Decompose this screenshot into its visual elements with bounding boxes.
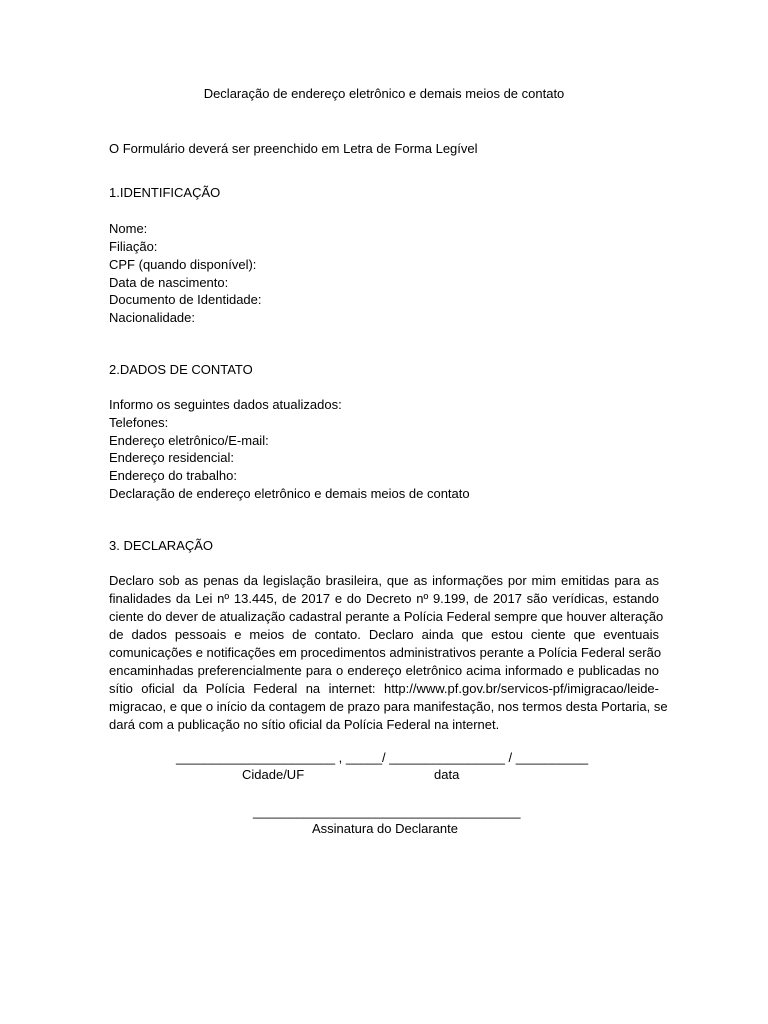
field-data-nascimento-label: Data de nascimento: [109, 275, 229, 290]
contact-intro-text: Informo os seguintes dados atualizados: [109, 397, 342, 412]
declaration-line: ciente do dever de atualização cadastral perante a Polícia Federal sempre que houver alteração [109, 609, 664, 624]
field-email-label: Endereço eletrônico/E-mail: [109, 433, 269, 448]
declaration-line: sítio oficial da Polícia Federal na internet: http://www.pf.gov.br/servicos-pf/imigracao/leide- [109, 681, 659, 696]
section-declaracao-heading: 3. DECLARAÇÃO [109, 538, 214, 553]
section-dados-contato-heading: 2.DADOS DE CONTATO [109, 362, 253, 377]
declaration-line: comunicações e notificações em procedimentos administrativos perante a Polícia Federal serão [109, 645, 662, 660]
field-nacionalidade-label: Nacionalidade: [109, 310, 196, 325]
document-title: Declaração de endereço eletrônico e demais meios de contato [203, 86, 565, 101]
declaration-line: Declaro sob as penas da legislação brasileira, que as informações por mim emitidas para as [109, 573, 659, 588]
field-telefones-label: Telefones: [109, 415, 169, 430]
declaration-line: finalidades da Lei nº 13.445, de 2017 e do Decreto nº 9.199, de 2017 são verídicas, estando [109, 591, 659, 606]
section-identificacao-heading: 1.IDENTIFICAÇÃO [109, 185, 221, 200]
declaration-line: migracao, e que o início da contagem de prazo para manifestação, nos termos desta Portaria, se [109, 699, 668, 714]
declaration-line: de dados pessoais e meios de contato. Declaro ainda que estou ciente que eventuais [109, 627, 659, 642]
field-endereco-trabalho-label: Endereço do trabalho: [109, 468, 237, 483]
field-cpf-label: CPF (quando disponível): [109, 257, 257, 272]
city-uf-label: Cidade/UF [242, 767, 305, 782]
declaration-line: dará com a publicação no sítio oficial da Polícia Federal na internet. [109, 717, 500, 732]
field-documento-identidade-label: Documento de Identidade: [109, 292, 262, 307]
field-declaracao-endereco-label: Declaração de endereço eletrônico e demais meios de contato [109, 486, 470, 501]
declaration-line: encaminhadas preferencialmente para o endereço eletrônico acima informado e publicadas no [109, 663, 659, 678]
field-filiacao-label: Filiação: [109, 239, 158, 254]
signature-blank-line: _____________________________________ [253, 804, 521, 819]
field-nome-label: Nome: [109, 221, 148, 236]
place-date-blank-line: ______________________ , _____/ ________________ / __________ [176, 750, 589, 765]
form-instruction: O Formulário deverá ser preenchido em Letra de Forma Legível [109, 141, 478, 156]
signature-label: Assinatura do Declarante [312, 821, 458, 836]
date-label: data [434, 767, 460, 782]
field-endereco-residencial-label: Endereço residencial: [109, 450, 235, 465]
declaration-paragraph [109, 572, 668, 734]
